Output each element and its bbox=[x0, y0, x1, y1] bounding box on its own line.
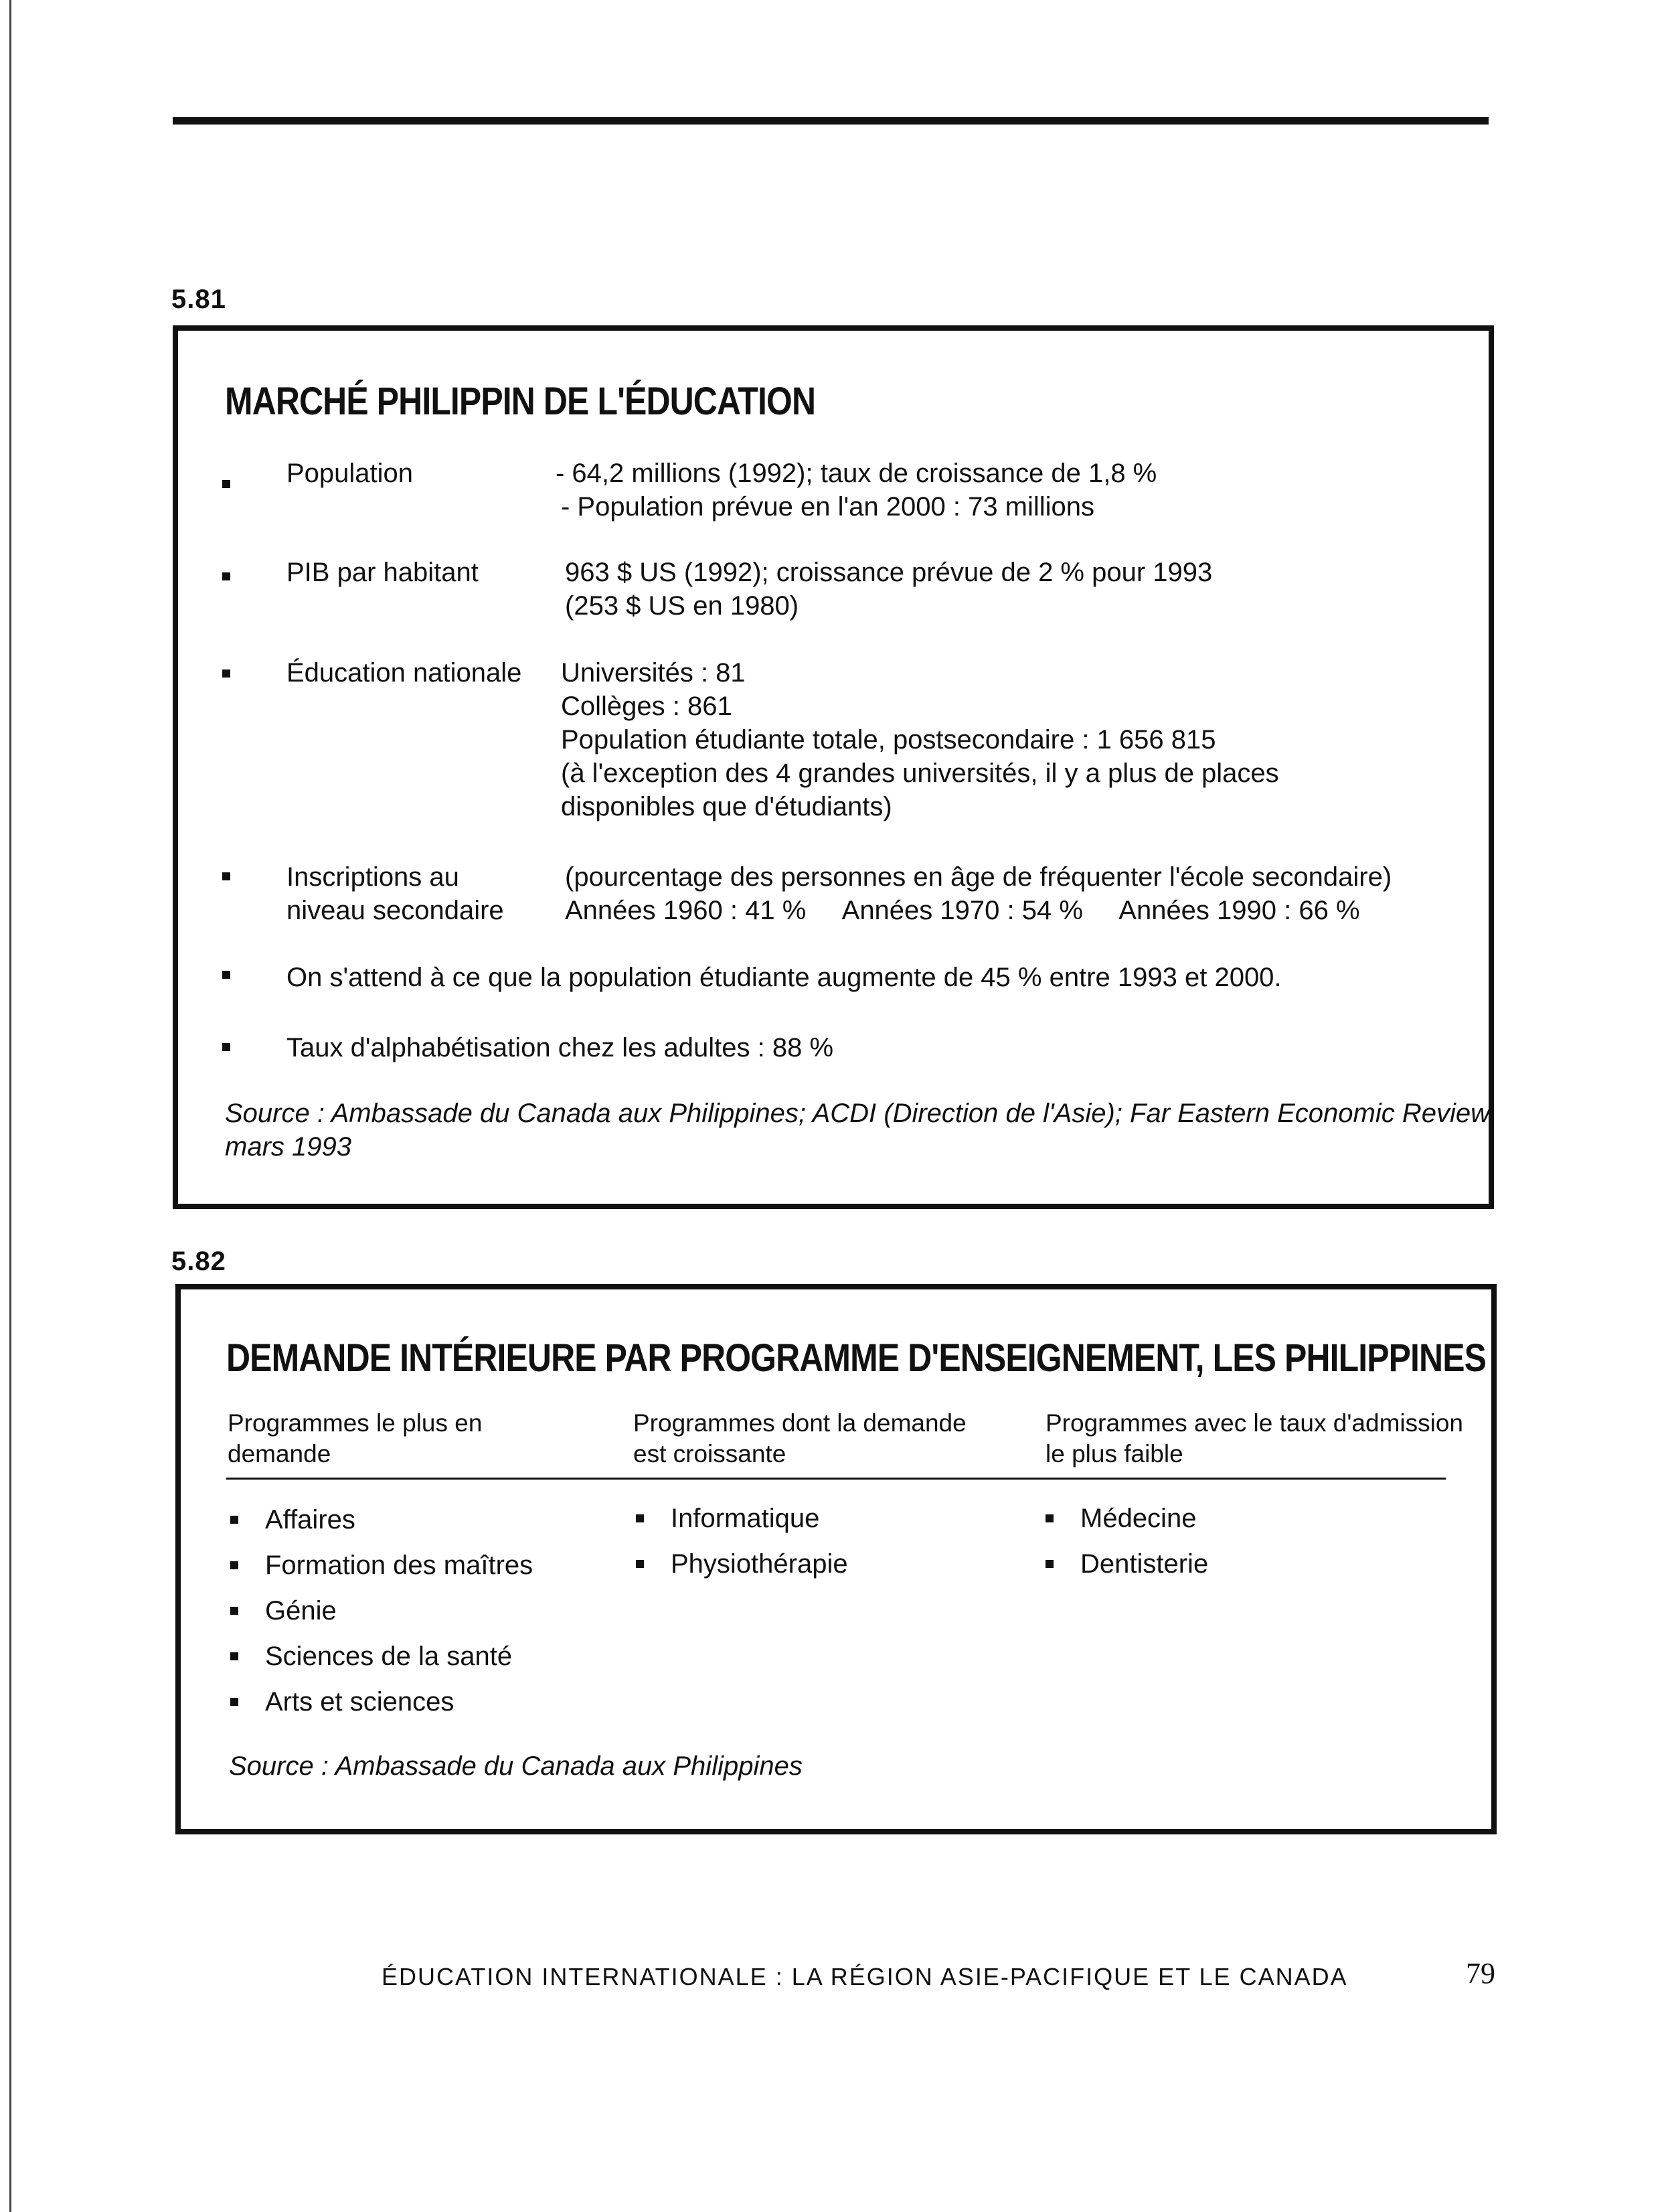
column-header-rule bbox=[226, 1478, 1446, 1480]
row-value-education-1: Universités : 81 bbox=[561, 658, 746, 688]
bullet-icon bbox=[230, 1698, 238, 1706]
column-header-line: le plus faible bbox=[1046, 1440, 1183, 1468]
title-582: DEMANDE INTÉRIEURE PAR PROGRAMME D'ENSEIGNEMENT, LES PHILIPPINES bbox=[226, 1336, 1487, 1380]
source-582: Source : Ambassade du Canada aux Philippines bbox=[229, 1751, 803, 1781]
row-value-pib-1: 963 $ US (1992); croissance prévue de 2 % pour 1993 bbox=[565, 558, 1213, 587]
page-edge-line bbox=[9, 0, 11, 2212]
list-item: Formation des maîtres bbox=[265, 1551, 533, 1580]
row-value-inscriptions-2: Années 1960 : 41 % Années 1970 : 54 % Années 1990 : 66 % bbox=[565, 896, 1360, 925]
column-header-line: est croissante bbox=[633, 1440, 786, 1468]
row-label-education: Éducation nationale bbox=[286, 658, 522, 688]
list-item: Arts et sciences bbox=[265, 1687, 454, 1717]
list-item: Génie bbox=[265, 1596, 337, 1626]
bullet-icon bbox=[222, 971, 230, 979]
statement-literacy: Taux d'alphabétisation chez les adultes : 88 % bbox=[286, 1033, 834, 1062]
bullet-icon bbox=[222, 872, 230, 880]
list-item: Informatique bbox=[671, 1504, 820, 1533]
bullet-icon bbox=[230, 1652, 238, 1660]
column-header-most-demand bbox=[228, 1408, 602, 1470]
column-header-growing-demand bbox=[633, 1408, 1008, 1470]
bullet-icon bbox=[222, 669, 230, 678]
list-item: Médecine bbox=[1080, 1504, 1197, 1533]
list-item: Sciences de la santé bbox=[265, 1642, 513, 1671]
row-value-pib-2: (253 $ US en 1980) bbox=[565, 591, 799, 621]
list-item: Dentisterie bbox=[1080, 1549, 1209, 1579]
row-value-education-5: disponibles que d'étudiants) bbox=[561, 792, 892, 821]
page-number: 79 bbox=[1466, 1957, 1495, 1990]
bullet-icon bbox=[636, 1514, 644, 1522]
bullet-icon bbox=[1046, 1560, 1054, 1568]
row-value-population-2: - Population prévue en l'an 2000 : 73 millions bbox=[561, 492, 1095, 522]
source-581-line-2: mars 1993 bbox=[225, 1132, 351, 1162]
bullet-icon bbox=[636, 1560, 644, 1568]
section-number-581: 5.81 bbox=[171, 285, 226, 314]
bullet-icon bbox=[230, 1561, 238, 1569]
bullet-icon bbox=[1046, 1514, 1054, 1522]
column-header-line: Programmes dont la demande bbox=[633, 1409, 967, 1437]
row-value-inscriptions-1: (pourcentage des personnes en âge de fréquenter l'école secondaire) bbox=[565, 862, 1392, 892]
row-label-inscriptions-2: niveau secondaire bbox=[286, 896, 504, 925]
bullet-icon bbox=[230, 1607, 238, 1615]
footer-title: ÉDUCATION INTERNATIONALE : LA RÉGION ASIE-PACIFIQUE ET LE CANADA bbox=[382, 1963, 1348, 1990]
statement-population-growth: On s'attend à ce que la population étudiante augmente de 45 % entre 1993 et 2000. bbox=[286, 963, 1282, 992]
row-value-education-4: (à l'exception des 4 grandes universités, il y a plus de places bbox=[561, 759, 1279, 788]
bullet-icon bbox=[222, 480, 230, 488]
column-header-lowest-admission bbox=[1046, 1408, 1474, 1470]
source-581-line-1: Source : Ambassade du Canada aux Philippines; ACDI (Direction de l'Asie); Far Eastern Economic Review, bbox=[225, 1099, 1496, 1128]
top-rule bbox=[173, 117, 1489, 125]
list-item: Physiothérapie bbox=[671, 1549, 848, 1579]
row-label-population: Population bbox=[286, 459, 414, 488]
column-header-line: Programmes le plus en bbox=[228, 1409, 483, 1437]
column-header-line: Programmes avec le taux d'admission bbox=[1046, 1409, 1463, 1437]
bullet-icon bbox=[222, 1043, 230, 1051]
title-581: MARCHÉ PHILIPPIN DE L'ÉDUCATION bbox=[225, 380, 816, 423]
row-label-inscriptions-1: Inscriptions au bbox=[286, 862, 459, 892]
row-label-pib: PIB par habitant bbox=[286, 558, 479, 587]
bullet-icon bbox=[222, 572, 230, 580]
row-value-education-2: Collèges : 861 bbox=[561, 692, 732, 721]
bullet-icon bbox=[230, 1516, 238, 1524]
section-number-582: 5.82 bbox=[171, 1247, 226, 1276]
list-item: Affaires bbox=[265, 1505, 355, 1534]
column-header-line: demande bbox=[228, 1440, 331, 1468]
row-value-education-3: Population étudiante totale, postsecondaire : 1 656 815 bbox=[561, 725, 1216, 755]
row-value-population-1: - 64,2 millions (1992); taux de croissance de 1,8 % bbox=[556, 459, 1157, 488]
